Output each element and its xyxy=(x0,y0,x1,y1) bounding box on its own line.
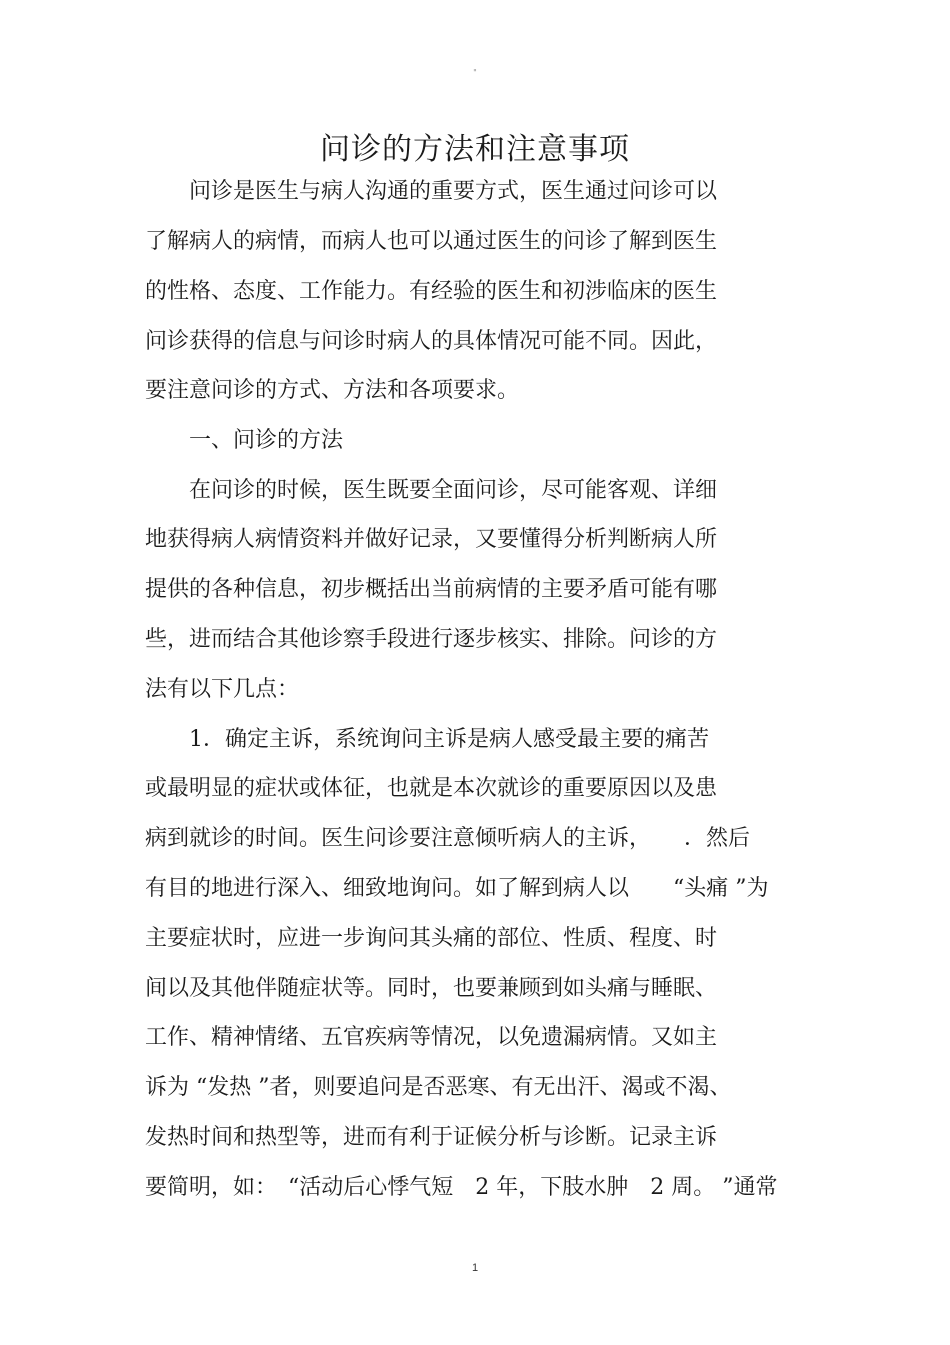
paragraph-line: 地获得病人病情资料并做好记录，又要懂得分析判断病人所 xyxy=(145,527,718,552)
paragraph-line: 问诊是医生与病人沟通的重要方式，医生通过问诊可以 xyxy=(145,179,718,204)
paragraph-line: 的性格、态度、工作能力。有经验的医生和初涉临床的医生 xyxy=(145,279,718,304)
paragraph-line: 诉为 “发热 ”者，则要追问是否恶寒、有无出汗、渴或不渴、 xyxy=(145,1075,732,1100)
paragraph-line: 主要症状时，应进一步询问其头痛的部位、性质、程度、时 xyxy=(145,926,718,951)
paragraph-line: 问诊获得的信息与问诊时病人的具体情况可能不同。因此， xyxy=(145,329,718,354)
paragraph-line: 要注意问诊的方式、方法和各项要求。 xyxy=(145,378,520,403)
page-number: 1 xyxy=(471,1262,479,1274)
paragraph-line: 1．确定主诉，系统询问主诉是病人感受最主要的痛苦 xyxy=(145,727,709,752)
paragraph-line: 了解病人的病情，而病人也可以通过医生的问诊了解到医生 xyxy=(145,229,718,254)
paragraph-line: 工作、精神情绪、五官疾病等情况，以免遗漏病情。又如主 xyxy=(145,1025,718,1050)
paragraph-line: 法有以下几点： xyxy=(145,677,300,702)
paragraph-line: 发热时间和热型等，进而有利于证候分析与诊断。记录主诉 xyxy=(145,1125,718,1150)
paragraph-line: 有目的地进行深入、细致地询问。如了解到病人以 “头痛 ”为 xyxy=(145,876,769,901)
header-mark: " xyxy=(473,68,477,77)
paragraph-line: 些，进而结合其他诊察手段进行逐步核实、排除。问诊的方 xyxy=(145,627,718,652)
paragraph-line: 间以及其他伴随症状等。同时，也要兼顾到如头痛与睡眠、 xyxy=(145,976,718,1001)
paragraph-line: 病到就诊的时间。医生问诊要注意倾听病人的主诉， ．然后 xyxy=(145,826,751,851)
paragraph-line: 在问诊的时候，医生既要全面问诊，尽可能客观、详细 xyxy=(145,478,718,503)
section-heading: 一、问诊的方法 xyxy=(145,428,344,453)
paragraph-line: 或最明显的症状或体征，也就是本次就诊的重要原因以及患 xyxy=(145,776,718,801)
paragraph-line: 要简明，如： “活动后心悸气短 2 年，下肢水肿 2 周。 ”通常 xyxy=(145,1175,778,1200)
document-title: 问诊的方法和注意事项 xyxy=(320,132,630,167)
paragraph-line: 提供的各种信息，初步概括出当前病情的主要矛盾可能有哪 xyxy=(145,577,718,602)
